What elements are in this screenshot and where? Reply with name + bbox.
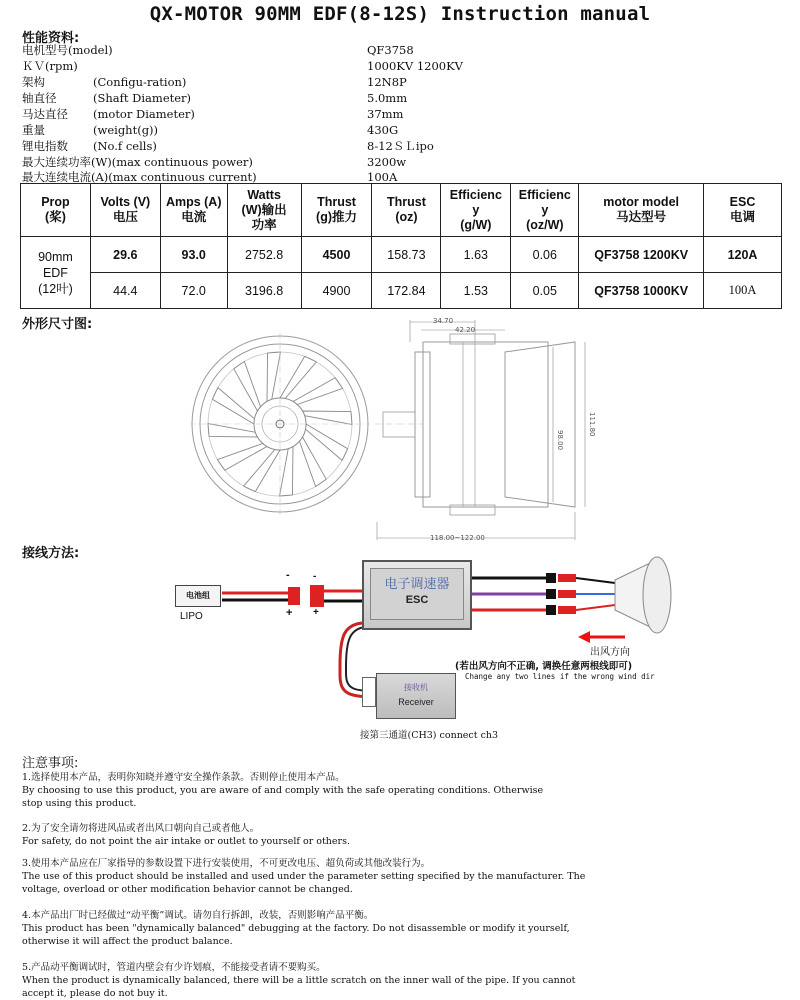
note-cn: 3.使用本产品应在厂家指导的参数设置下进行安装使用，不可更改电压、超负荷或其他改装行为。: [22, 858, 431, 869]
esc-plus: +: [313, 607, 319, 618]
fan-blade: [234, 361, 261, 411]
note-en: By choosing to use this product, you are aware of and comply with the safe operating conditions. Otherwise stop using this product.: [22, 785, 544, 809]
spec-label: 锂电指数: [22, 139, 68, 153]
receiver-label-en: Receiver: [398, 697, 434, 707]
note-item: [22, 857, 792, 896]
page-title: QX-MOTOR 90MM EDF(8-12S) Instruction manual: [149, 3, 651, 25]
note-en: The use of this product should be installed and used under the parameter setting specified by the manufacturer. The voltage, overload or other modification behavior cannot be changed.: [22, 871, 586, 895]
esc-unit: [362, 560, 472, 630]
note-cn: 5.产品动平衡调试时，管道内壁会有少许划痕，不能接受者请不要购买。: [22, 962, 326, 973]
column-header: [90, 184, 160, 237]
header-line: ESC: [729, 195, 756, 209]
fan-body-outline: [423, 342, 548, 507]
column-header: [579, 184, 704, 237]
column-header: [441, 184, 511, 237]
eff-gw-cell: 1.63: [441, 237, 511, 273]
header-line: (g/W): [460, 217, 492, 232]
header-line: Efficienc: [449, 187, 502, 202]
note-item: [22, 909, 792, 948]
spec-row: [22, 43, 782, 58]
column-header: [160, 184, 227, 237]
model-cell: QF3758 1000KV: [579, 273, 704, 309]
esc-label-en: ESC: [405, 594, 429, 606]
spec-value: 37mm: [367, 107, 404, 121]
column-header: [372, 184, 441, 237]
note-item: [22, 771, 792, 810]
esc-cell: 100A: [704, 273, 782, 309]
spec-value: 1000KV 1200KV: [367, 59, 463, 73]
header-line: 电压: [112, 210, 138, 224]
prop-line: 90mm: [38, 249, 73, 264]
dim-label: 98.00: [556, 430, 564, 451]
fan-blade: [303, 411, 352, 424]
header-line: (g)推力: [316, 210, 357, 224]
header-line: Thrust: [317, 195, 356, 209]
receiver-label-cn: 接收机: [404, 683, 428, 692]
column-header: [21, 184, 91, 237]
perf-heading: 性能资料:: [22, 31, 80, 46]
column-header: [704, 184, 782, 237]
header-line: Thrust: [386, 195, 426, 209]
battery-pack: [175, 585, 221, 607]
wind-arrow-icon: [578, 631, 590, 643]
lipo-label: LIPO: [180, 611, 203, 622]
wrong-dir-note-cn: (若出风方向不正确, 调换任意两根线即可): [455, 661, 633, 672]
fan-side-view: [375, 312, 605, 544]
spec-row: [22, 107, 782, 122]
fan-outlet: [505, 342, 575, 507]
wrong-dir-note-en: Change any two lines if the wrong wind dir: [465, 672, 655, 681]
wiring-diagram: [170, 555, 690, 745]
dim-label: 34.70: [433, 317, 454, 325]
eff-ozw-cell: 0.05: [511, 273, 579, 309]
receiver-connector: [362, 677, 376, 707]
watts-cell: 3196.8: [227, 273, 301, 309]
dims-heading: 外形尺寸图:: [22, 317, 93, 332]
dim-label: 42.20: [455, 326, 476, 334]
column-header: [227, 184, 301, 237]
note-cn: 1.选择使用本产品，表明你知晓并遵守安全操作条款。否则停止使用本产品。: [22, 772, 345, 783]
note-item: [22, 961, 792, 1000]
fan-front-view: [190, 328, 375, 518]
spec-row: [22, 155, 782, 170]
spec-row: [22, 123, 782, 138]
esc-cell: 120A: [704, 237, 782, 273]
spec-label-en: (Shaft Diameter): [93, 91, 192, 105]
fan-blade: [280, 356, 316, 398]
note-en: When the product is dynamically balanced, there will be a little scratch on the inner wall of the pipe. If you cannot accept it, please do not buy it.: [22, 975, 576, 999]
table-header-row: [21, 184, 782, 237]
esc-minus: -: [313, 571, 317, 582]
fan-blade: [280, 447, 293, 496]
spec-label-en: (No.f cells): [93, 139, 157, 153]
note-item: [22, 822, 792, 848]
spec-value: QF3758: [367, 43, 414, 57]
spec-row: [22, 91, 782, 106]
spec-value: 5.0mm: [367, 91, 408, 105]
spec-label: 最大连续电流(A)(max continuous current): [22, 170, 257, 184]
connect-ch3-label: 接第三通道(CH3) connect ch3: [360, 730, 499, 741]
prop-cell: [21, 237, 91, 309]
battery-minus: -: [286, 569, 290, 581]
notes-heading: 注意事项:: [22, 756, 79, 771]
volts-cell: 29.6: [90, 237, 160, 273]
table-row: [21, 237, 782, 273]
spec-label-en: (motor Diameter): [93, 107, 195, 121]
header-line: Volts (V): [100, 195, 151, 209]
note-en: For safety, do not point the air intake or outlet to yourself or others.: [22, 836, 350, 847]
header-line: Efficienc: [518, 187, 571, 202]
table-row: [21, 273, 782, 309]
receiver-unit: [376, 673, 456, 719]
spec-label: 轴直径: [22, 91, 57, 105]
esc-label-cn: 电子调速器: [384, 577, 450, 592]
wind-direction-label: 出风方向: [590, 647, 630, 658]
header-line: 电调: [730, 210, 756, 224]
spec-label-en: (weight(g)): [93, 123, 159, 137]
note-en: This product has been "dynamically balanced" debugging at the factory. Do not disassemble or modify it yourself, otherwise it will affect the product balance.: [22, 923, 570, 947]
header-line: y: [541, 202, 549, 217]
model-cell: QF3758 1200KV: [579, 237, 704, 273]
spec-label-en: (Configu-ration): [93, 75, 187, 89]
esc-label-panel: [370, 568, 464, 620]
dim-label: 111.80: [588, 412, 596, 437]
wiring-heading: 接线方法:: [22, 546, 80, 561]
column-header: [511, 184, 579, 237]
header-line: y: [472, 202, 480, 217]
spec-value: 100A: [367, 170, 398, 184]
fan-blade: [293, 378, 343, 405]
prop-line: (12叶): [38, 281, 73, 296]
spec-label: 最大连续功率(W)(max continuous power): [22, 155, 253, 169]
thrust-oz-cell: 172.84: [372, 273, 441, 309]
spec-value: 430G: [367, 123, 399, 137]
spec-label: 重量: [22, 123, 45, 137]
thrust-g-cell: 4900: [301, 273, 372, 309]
spec-row: [22, 75, 782, 90]
fan-blade: [208, 424, 257, 437]
spec-row: [22, 139, 782, 154]
header-line: (oz): [395, 210, 418, 224]
header-line: Watts: [247, 187, 281, 202]
spec-value: 3200w: [367, 155, 407, 169]
spec-value: 8-12ＳＬipo: [367, 139, 434, 153]
fan-blade: [212, 388, 254, 424]
fan-blade: [267, 352, 280, 401]
header-line: (oz/W): [526, 217, 564, 232]
amps-cell: 93.0: [160, 237, 227, 273]
thrust-oz-cell: 158.73: [372, 237, 441, 273]
prop-line: EDF: [42, 265, 68, 280]
amps-cell: 72.0: [160, 273, 227, 309]
note-cn: 4.本产品出厂时已经做过“动平衡”调试。请勿自行拆卸，改装，否则影响产品平衡。: [22, 910, 374, 921]
header-line: Amps (A): [165, 195, 222, 209]
eff-ozw-cell: 0.06: [511, 237, 579, 273]
header-line: 功率: [251, 217, 277, 232]
header-line: Prop: [41, 195, 70, 209]
note-cn: 2.为了安全请勿将进风品或者出风口朝向自己或者他人。: [22, 823, 260, 834]
fan-blade: [299, 437, 326, 487]
motor-shaft-housing: [383, 412, 415, 437]
fan-blade: [305, 424, 347, 460]
fan-blade: [217, 443, 267, 470]
header-line: (桨): [45, 210, 66, 224]
battery-label: 电池组: [186, 591, 210, 600]
header-line: 马达型号: [616, 210, 667, 224]
header-line: 电流: [181, 210, 207, 224]
eff-gw-cell: 1.53: [441, 273, 511, 309]
spec-label: ＫＶ(rpm): [22, 59, 78, 73]
spec-label: 架构: [22, 75, 45, 89]
header-line: motor model: [603, 195, 679, 209]
header-line: (W)输出: [241, 202, 287, 217]
spec-row: [22, 59, 782, 74]
spec-label: 电机型号(model): [22, 43, 113, 57]
volts-cell: 44.4: [90, 273, 160, 309]
column-header: [301, 184, 372, 237]
spec-value: 12N8P: [367, 75, 407, 89]
spec-label: 马达直径: [22, 107, 68, 121]
performance-table: [20, 183, 782, 309]
thrust-g-cell: 4500: [301, 237, 372, 273]
fan-blade: [244, 449, 280, 491]
battery-plus: +: [286, 607, 293, 619]
watts-cell: 2752.8: [227, 237, 301, 273]
dim-label: 118.00~122.00: [430, 534, 485, 542]
